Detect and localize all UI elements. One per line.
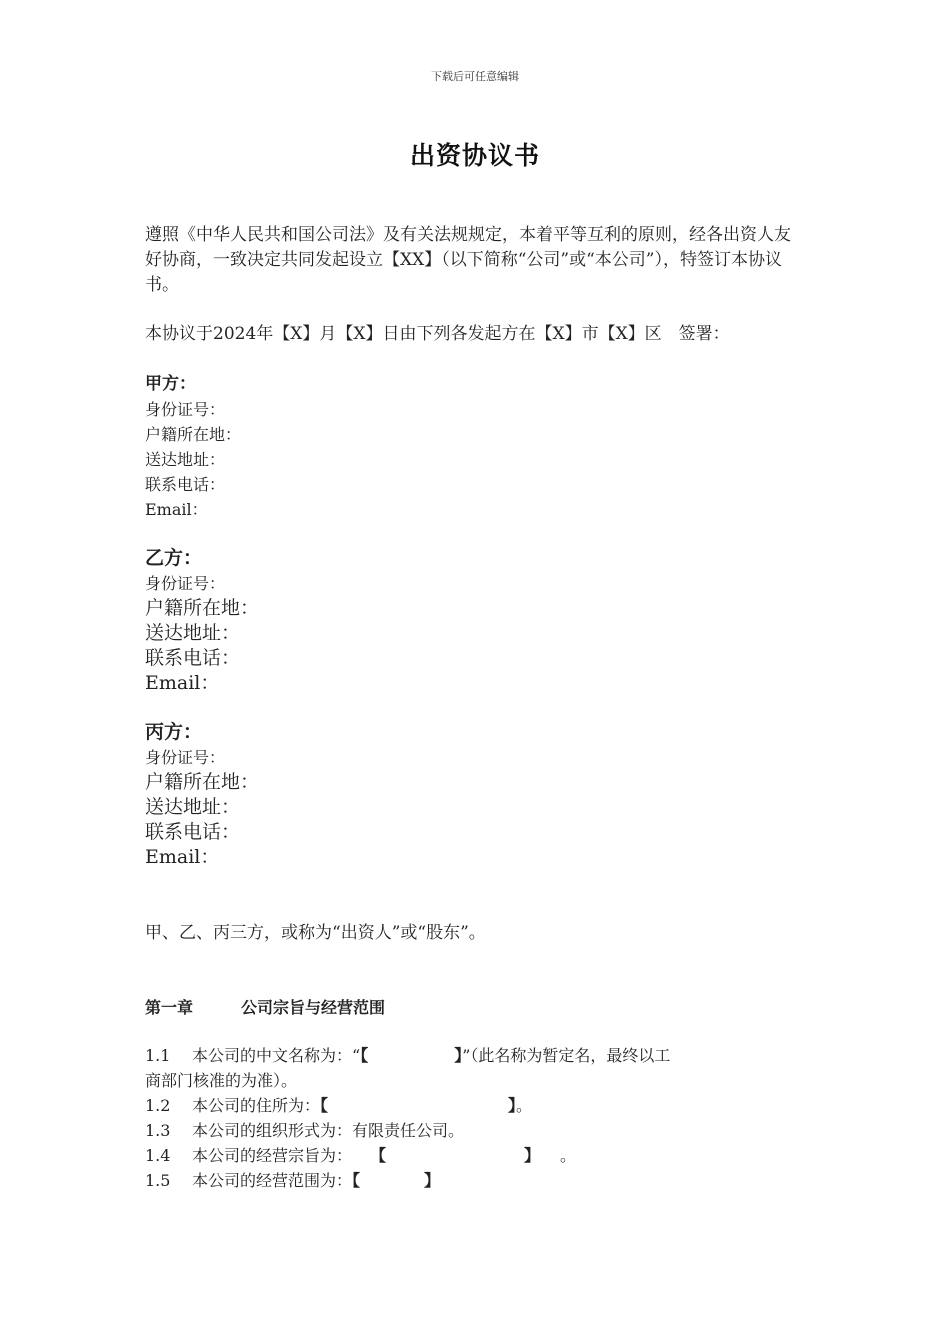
party-c-household: 户籍所在地： [145, 771, 260, 793]
party-a-phone: 联系电话： [145, 475, 226, 494]
clause-1-1 [145, 1043, 805, 1068]
clause-text: 。 [516, 1096, 533, 1115]
collective-term-paragraph: 甲、乙、丙三方，或称为“出资人”或“股东”。 [145, 923, 486, 943]
clause-1-4 [145, 1143, 805, 1168]
blank-close-bracket: 】 [424, 1171, 441, 1190]
party-a-name: 甲方： [145, 374, 196, 394]
party-a-id: 身份证号： [145, 400, 226, 419]
clause-number: 1.1 [145, 1046, 171, 1065]
clause-number: 1.5 [145, 1171, 171, 1190]
chapter-heading [145, 995, 385, 1020]
document-title: 出资协议书 [409, 141, 540, 170]
clause-1-5 [145, 1168, 805, 1193]
clause-text: 本公司的组织形式为：有限责任公司。 [192, 1121, 465, 1140]
clause-number: 1.4 [145, 1146, 171, 1165]
blank-open-bracket: 【 [360, 1046, 369, 1065]
clause-text: 本公司的经营宗旨为： [192, 1146, 353, 1165]
clause-text: 。 [560, 1146, 577, 1165]
blank-open-bracket: 【 [370, 1146, 387, 1165]
clause-1-3 [145, 1118, 805, 1143]
party-a-household: 户籍所在地： [145, 425, 242, 444]
party-c-address: 送达地址： [145, 796, 241, 818]
party-c-id: 身份证号： [145, 748, 226, 767]
clause-text: 本公司的经营范围为： [192, 1171, 353, 1190]
party-c-block [145, 720, 800, 870]
clause-text: 本公司的中文名称为：“ [192, 1046, 361, 1065]
party-c-email: Email： [145, 846, 220, 868]
party-b-id: 身份证号： [145, 574, 226, 593]
party-a-block [145, 372, 800, 522]
header-note: 下载后可任意编辑 [431, 70, 519, 83]
chapter-number: 第一章 [145, 998, 194, 1017]
party-a-address: 送达地址： [145, 450, 226, 469]
clause-1-2 [145, 1093, 805, 1118]
blank-close-bracket: 】 [508, 1096, 517, 1115]
party-b-block [145, 546, 800, 696]
party-b-email: Email： [145, 672, 220, 694]
party-c-phone: 联系电话： [145, 821, 241, 843]
party-b-name: 乙方： [145, 547, 203, 569]
blank-close-bracket: 】 [454, 1046, 463, 1065]
clause-number: 1.2 [145, 1096, 171, 1115]
blank-open-bracket: 【 [352, 1171, 361, 1190]
blank-open-bracket: 【 [320, 1096, 329, 1115]
party-b-household: 户籍所在地： [145, 597, 260, 619]
clause-text: ”（此名称为暂定名，最终以工 [462, 1046, 671, 1065]
signing-paragraph: 本协议于2024年【X】月【X】日由下列各发起方在【X】市【X】区 签署： [145, 324, 730, 344]
chapter-title: 公司宗旨与经营范围 [241, 998, 386, 1017]
blank-close-bracket: 】 [524, 1146, 541, 1165]
clause-text: 商部门核准的为准）。 [145, 1071, 298, 1090]
party-b-phone: 联系电话： [145, 647, 241, 669]
clause-text: 本公司的住所为： [192, 1096, 321, 1115]
preamble-paragraph: 遵照《中华人民共和国公司法》及有关法规规定，本着平等互利的原则，经各出资人友好协商，一致决定共同发起设立【XX】（以下简称“公司”或“本公司”），特签订本协议书。 [145, 225, 791, 295]
clause-list [145, 1043, 805, 1193]
clause-1-1-continued [145, 1068, 805, 1093]
party-c-name: 丙方： [145, 721, 203, 743]
party-b-address: 送达地址： [145, 622, 241, 644]
clause-number: 1.3 [145, 1121, 171, 1140]
party-a-email: Email： [145, 500, 208, 519]
